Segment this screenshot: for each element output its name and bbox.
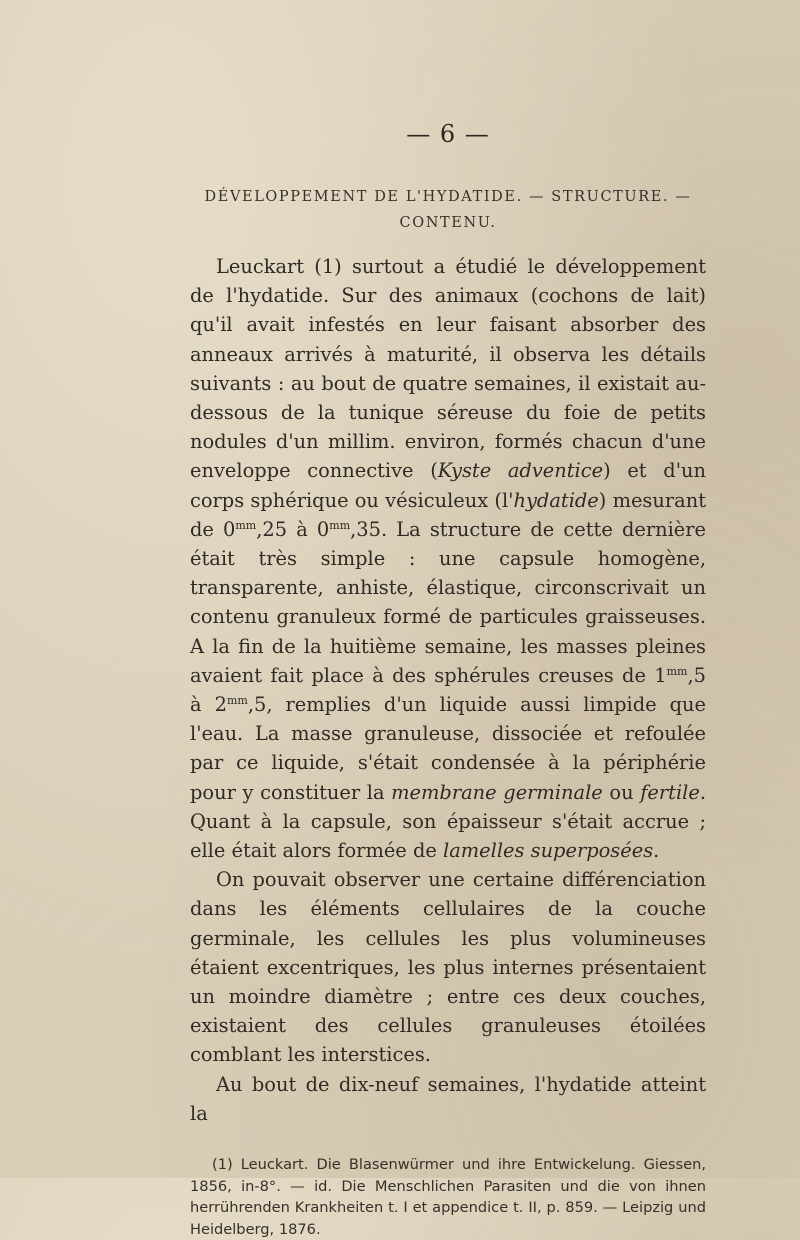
paragraph-1-text-d: ,25 à 0 (256, 517, 330, 541)
section-heading (190, 184, 706, 236)
paragraph-1 (190, 252, 706, 865)
paragraph-1-text-j: . (653, 839, 660, 863)
paragraph-1-text-b: ) et d'un corps sphérique ou vésiculeux (l' (190, 459, 706, 512)
paragraph-1-text-i: . Quant à la capsule, son épaisseur s'était accrue ; elle était alors formée de (190, 780, 706, 863)
term-fertile: fertile (640, 780, 700, 804)
unit-mm: mm (226, 694, 248, 708)
paragraph-1-text-a: Leuckart (1) surtout a étudié le développement de l'hydatide. Sur des animaux (cochons de lait) qu'il avait infestés en leur faisant absorber des anneaux arrivés à maturité, il observa les détails suivants : au bout de quatre semaines, il existait au-dessous de la tunique séreuse du foie de petits nodules d'un millim. environ, formés chacun d'une enveloppe connective ( (190, 255, 706, 483)
footnote-1: (1) Leuckart. Die Blasenwürmer und ihre Entwickelung. Giessen, 1856, in-8°. — id. Die Menschlichen Parasiten und die von ihnen herrührenden Krankheiten t. I et appendice t. II, p. 859. — Leipzig und Heidelberg, 1876. (190, 1156, 706, 1238)
paragraph-3: Au bout de dix-neuf semaines, l'hydatide atteint la (190, 1072, 706, 1125)
section-heading-line-2: CONTENU. (399, 215, 497, 231)
paragraph-1-text-c: ) mesurant de 0 (190, 488, 706, 541)
paragraph-2: On pouvait observer une certaine différenciation dans les éléments cellulaires de la couche germinale, les cellules les plus volumineuses étaient excentriques, les plus internes présentaient un moindre diamètre ; entre ces deux couches, existaient des cellules granuleuses étoilées comblant les interstices. (190, 868, 706, 1067)
footnotes (190, 1154, 706, 1240)
term-kyste-adventice: Kyste adventice (437, 459, 604, 483)
unit-mm: mm (235, 518, 257, 532)
paragraph-1-text-h: ou (602, 780, 641, 804)
term-membrane-germinale: membrane germinale (391, 780, 603, 804)
unit-mm: mm (329, 518, 351, 532)
body-text (190, 252, 706, 1128)
paragraph-1-text-g: ,5, remplies d'un liquide aussi limpide que l'eau. La masse granuleuse, dissociée et refoulée par ce liquide, s'était condensée à la périphérie pour y constituer la (190, 693, 706, 804)
term-hydatide: hydatide (513, 488, 599, 512)
unit-mm: mm (666, 664, 688, 678)
term-lamelles-superposees: lamelles superposées (443, 839, 654, 863)
paragraph-1-text-f: ,5 à 2 (190, 663, 706, 717)
page-number: — 6 — (406, 120, 490, 148)
paragraph-1-text-e: ,35. La structure de cette dernière était très simple : une capsule homogène, transparente, anhiste, élastique, circonscrivait un contenu granuleux formé de particules graisseuses. A la fin de la huitième semaine, les masses pleines avaient fait place à des sphérules creuses de 1 (190, 517, 707, 687)
document-page (190, 120, 706, 1240)
section-heading-line-1: DÉVELOPPEMENT DE L'HYDATIDE. — STRUCTURE. — (204, 189, 692, 205)
